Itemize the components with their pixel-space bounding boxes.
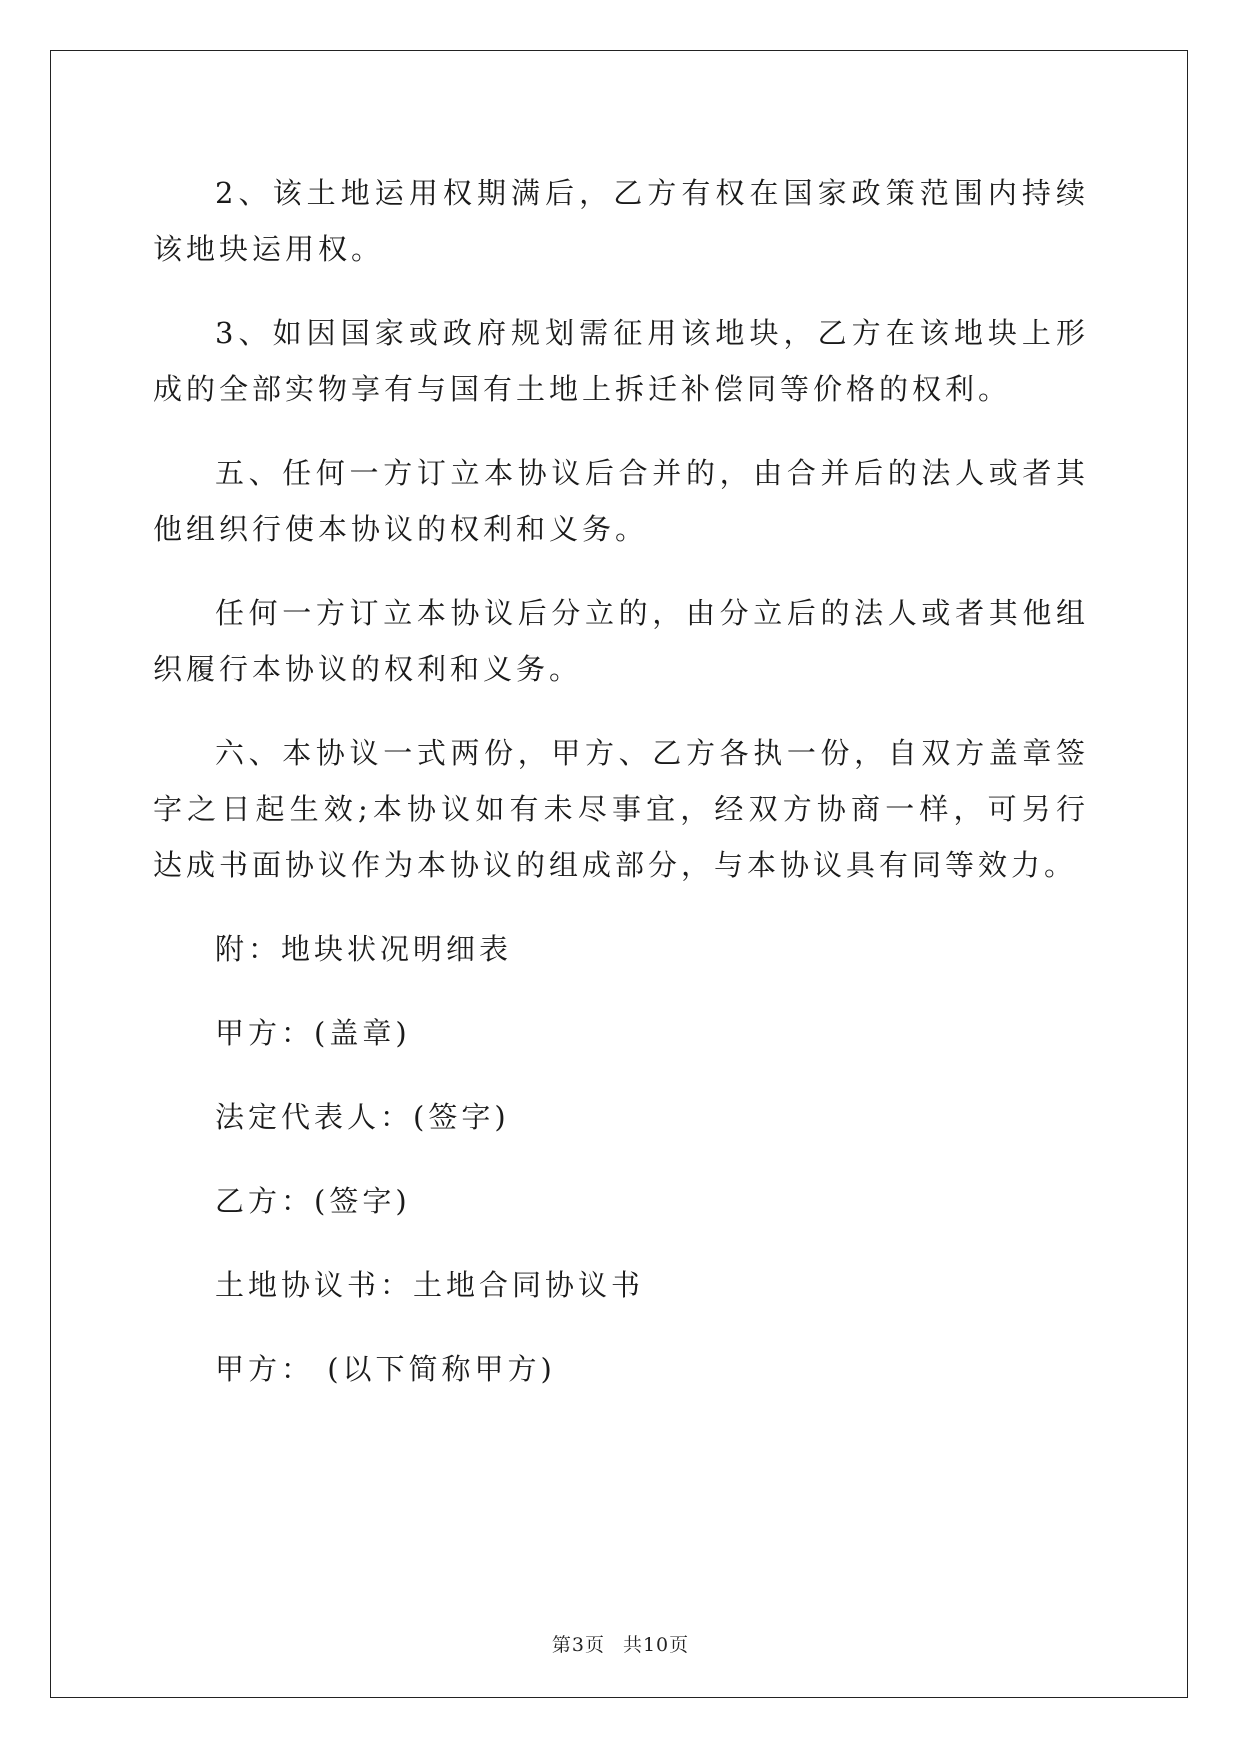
paragraph: 土地协议书：土地合同协议书 <box>215 1268 645 1302</box>
paragraph: 乙方：(签字) <box>215 1184 411 1218</box>
page-total: 共10页 <box>622 1634 690 1656</box>
paragraph: 任何一方订立本协议后分立的，由分立后的法人或者其他组织履行本协议的权利和义务。 <box>153 596 1089 686</box>
page-number: 第3页 <box>551 1634 605 1656</box>
paragraph: 甲方： (以下简称甲方) <box>215 1352 556 1386</box>
paragraph: 五、任何一方订立本协议后合并的，由合并后的法人或者其他组织行使本协议的权利和义务。 <box>153 456 1089 546</box>
paragraph: 法定代表人：(签字) <box>215 1100 510 1134</box>
paragraph: 2、该土地运用权期满后，乙方有权在国家政策范围内持续该地块运用权。 <box>153 176 1089 266</box>
paragraph: 甲方：(盖章) <box>215 1016 411 1050</box>
document-body <box>153 165 1089 1425</box>
paragraph: 六、本协议一式两份，甲方、乙方各执一份，自双方盖章签字之日起生效;本协议如有未尽事宜，经双方协商一样，可另行达成书面协议作为本协议的组成部分，与本协议具有同等效力。 <box>153 736 1089 882</box>
page-footer <box>0 1630 1241 1657</box>
paragraph: 3、如因国家或政府规划需征用该地块，乙方在该地块上形成的全部实物享有与国有土地上拆迁补偿同等价格的权利。 <box>153 316 1089 406</box>
paragraph: 附：地块状况明细表 <box>215 932 513 966</box>
